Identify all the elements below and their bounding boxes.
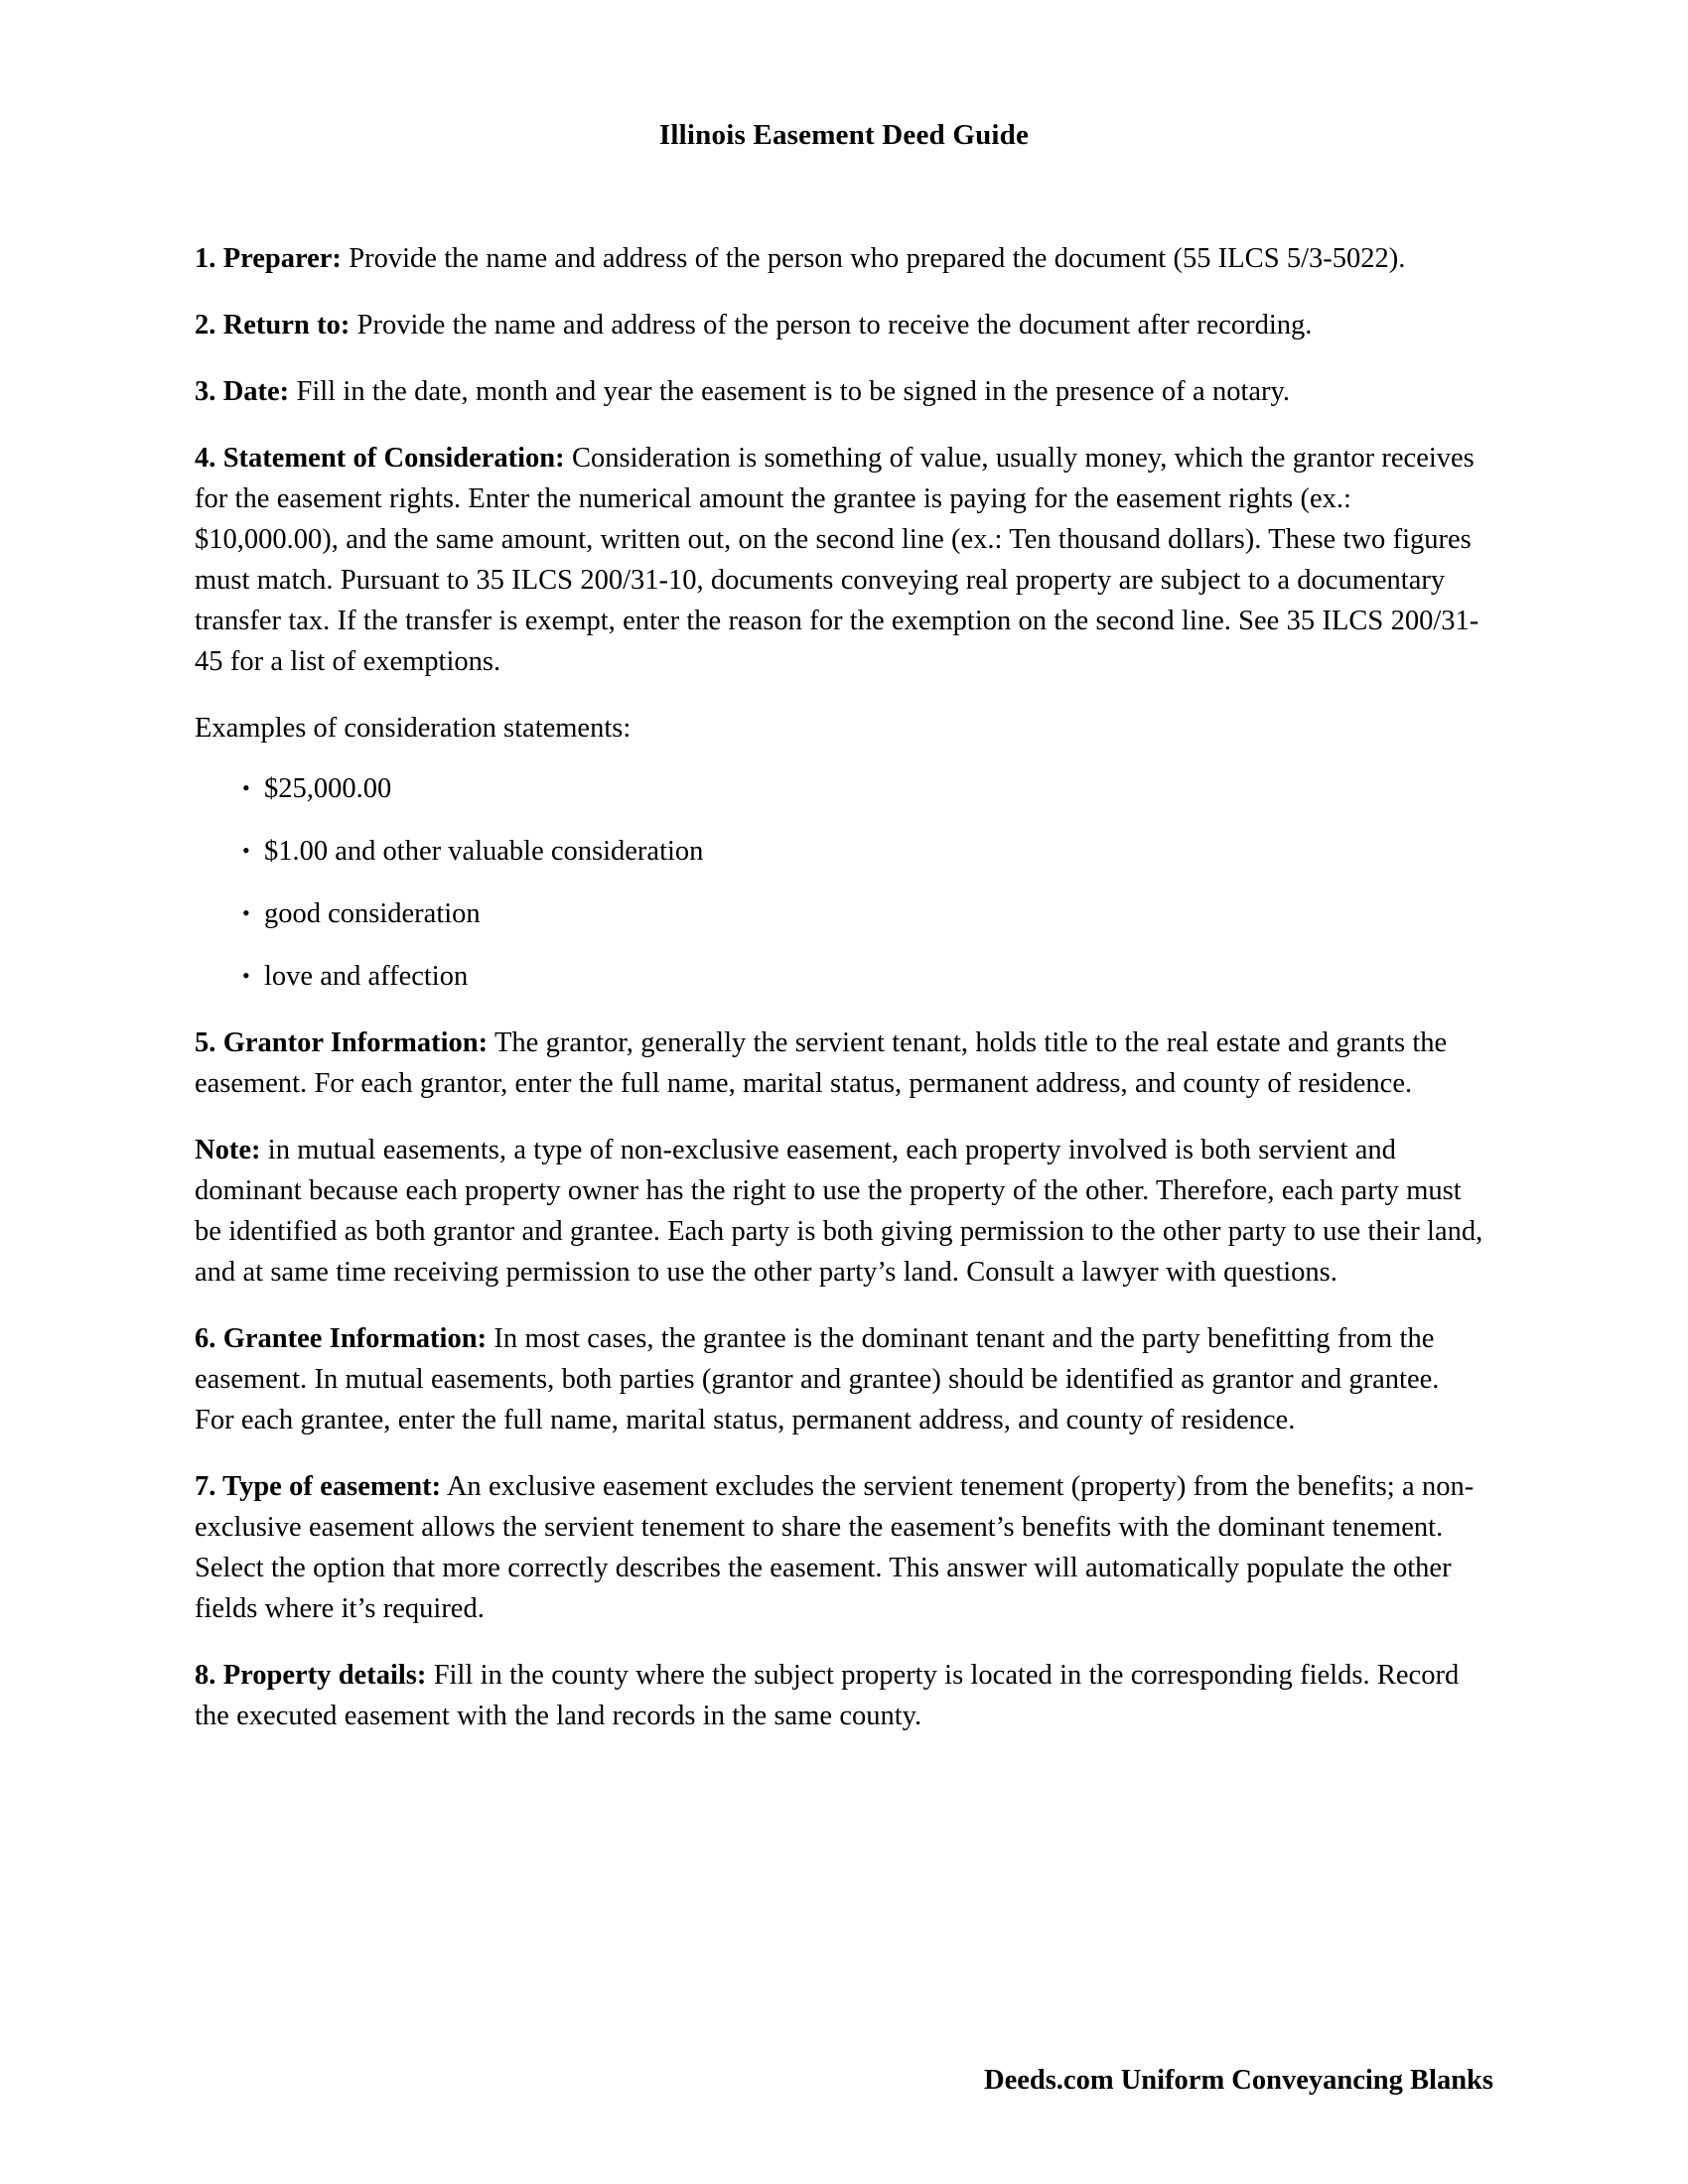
- bullet-icon: •: [242, 963, 250, 988]
- section-return-to-lead: 2. Return to:: [195, 310, 351, 341]
- list-item: [195, 893, 1485, 934]
- bullet-icon: •: [242, 838, 250, 863]
- section-grantor-information: [195, 1023, 1485, 1104]
- list-item: [195, 956, 1485, 997]
- section-grantor-information-lead: 5. Grantor Information:: [195, 1027, 489, 1058]
- section-grantee-information: [195, 1318, 1485, 1440]
- section-date-body: Fill in the date, month and year the easement is to be signed in the presence of a notary.: [289, 376, 1291, 407]
- document-body: [195, 238, 1485, 1762]
- list-item-label: good consideration: [264, 898, 481, 929]
- section-property-details-body: Fill in the county where the subject property is located in the corresponding fields. Record the executed easement with the land records in the same county.: [195, 1660, 1460, 1731]
- section-date-lead: 3. Date:: [195, 376, 290, 407]
- section-note: [195, 1130, 1485, 1293]
- section-statement-of-consideration-body: Consideration is something of value, usually money, which the grantor receives for the easement rights. Enter the numerical amount the grantee is paying for the easement rights (ex.: $10,000.00), and the same amount, written out, on the second line (ex.: Ten thousand dollars). These two figures must match. Pursuant to 35 ILCS 200/31-10, documents conveying real property are subject to a documentary transfer tax. If the transfer is exempt, enter the reason for the exemption on the second line. See 35 ILCS 200/31-45 for a list of exemptions.: [195, 443, 1479, 677]
- bullet-icon: •: [242, 900, 250, 925]
- page-footer: Deeds.com Uniform Conveyancing Blanks: [983, 2065, 1493, 2096]
- section-property-details-lead: 8. Property details:: [195, 1660, 427, 1691]
- section-return-to-body: Provide the name and address of the person to receive the document after recording.: [350, 310, 1313, 341]
- section-date: [195, 371, 1485, 412]
- section-type-of-easement-body: An exclusive easement excludes the servient tenement (property) from the benefits; a non-exclusive easement allows the servient tenement to share the easement’s benefits with the dominant tenement. Select the option that more correctly describes the easement. This answer will automatically populate the other fields where it’s required.: [195, 1471, 1475, 1624]
- list-item: [195, 768, 1485, 809]
- section-statement-of-consideration-lead: 4. Statement of Consideration:: [195, 443, 565, 474]
- examples-intro: Examples of consideration statements:: [195, 713, 632, 744]
- section-grantor-information-body: The grantor, generally the servient tenant, holds title to the real estate and grants the easement. For each grantor, enter the full name, marital status, permanent address, and county of residence.: [195, 1027, 1448, 1099]
- section-preparer-body: Provide the name and address of the person who prepared the document (55 ILCS 5/3-5022).: [341, 243, 1406, 274]
- section-preparer: [195, 238, 1485, 279]
- list-item-label: love and affection: [264, 961, 469, 992]
- section-note-lead: Note:: [195, 1135, 261, 1165]
- bullet-icon: •: [242, 775, 250, 800]
- list-item: [195, 831, 1485, 872]
- section-return-to: [195, 305, 1485, 345]
- section-grantee-information-lead: 6. Grantee Information:: [195, 1323, 488, 1354]
- page-title: Illinois Easement Deed Guide: [658, 119, 1030, 151]
- section-note-body: in mutual easements, a type of non-exclusive easement, each property involved is both servient and dominant because each property owner has the right to use the property of the other. Therefore, each party must be identified as both grantor and grantee. Each party is both giving permission to the other party to use their land, and at same time receiving permission to use the other party’s land. Consult a lawyer with questions.: [195, 1135, 1483, 1288]
- list-item-label: $1.00 and other valuable consideration: [264, 836, 704, 867]
- section-grantee-information-body: In most cases, the grantee is the dominant tenant and the party benefitting from the easement. In mutual easements, both parties (grantor and grantee) should be identified as grantor and grantee. For each grantee, enter the full name, marital status, permanent address, and county of residence.: [195, 1323, 1440, 1435]
- section-type-of-easement-lead: 7. Type of easement:: [195, 1471, 442, 1502]
- section-type-of-easement: [195, 1466, 1485, 1629]
- list-item-label: $25,000.00: [264, 773, 392, 804]
- section-property-details: [195, 1655, 1485, 1736]
- section-preparer-lead: 1. Preparer:: [195, 243, 342, 274]
- consideration-examples-list: [195, 768, 1485, 997]
- section-statement-of-consideration: [195, 438, 1485, 682]
